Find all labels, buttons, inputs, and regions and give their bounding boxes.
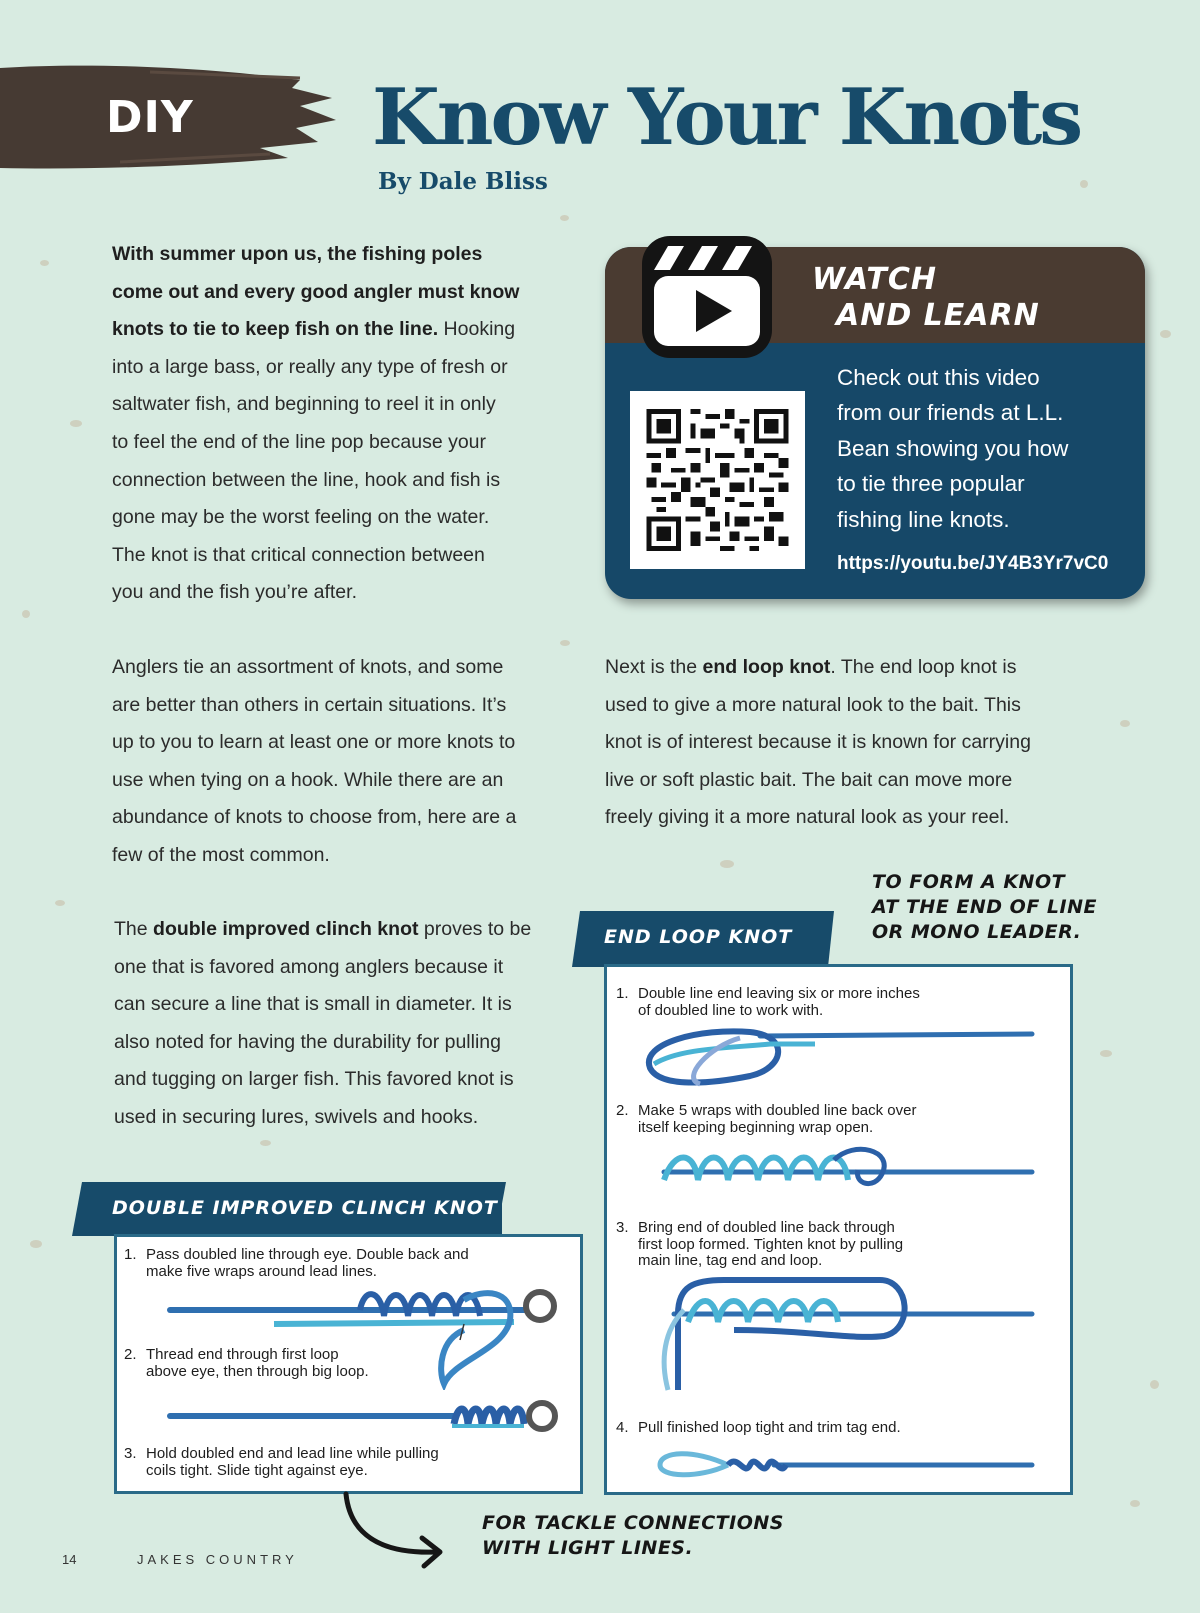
watch-card-title xyxy=(812,262,1040,334)
intro-bold-line: With summer upon us, the fishing poles xyxy=(112,243,483,265)
intro-text: Hooking xyxy=(438,318,516,341)
watch-body-line: fishing line knots. xyxy=(837,506,1010,532)
section-tag: DIY xyxy=(106,92,194,143)
watch-body-line: to tie three popular xyxy=(837,471,1025,497)
video-clapperboard-play-icon xyxy=(638,232,776,362)
step-line: itself keeping beginning wrap open. xyxy=(638,1118,874,1136)
clinch-diagram-2 xyxy=(164,1396,564,1440)
clinch-step-2 xyxy=(124,1347,564,1380)
note-line: AT THE END OF LINE xyxy=(872,896,1097,918)
end-loop-line: knot is of interest because it is known for carrying xyxy=(605,731,1031,754)
step-number: 3. xyxy=(616,1219,629,1236)
end-loop-note xyxy=(872,870,1097,945)
step-line: Make 5 wraps with doubled line back over xyxy=(638,1102,917,1119)
watch-title-line: AND LEARN xyxy=(836,298,1040,333)
intro-line: gone may be the worst feeling on the water. xyxy=(112,506,490,529)
clinch-lead: The xyxy=(114,918,154,940)
intro-line: saltwater fish, and beginning to reel it in only xyxy=(112,393,496,416)
end-loop-step-1 xyxy=(616,986,1056,1019)
anglers-line: abundance of knots to choose from, here are a xyxy=(112,806,517,829)
clinch-line: and tugging on larger fish. This favored knot is xyxy=(114,1068,514,1091)
anglers-paragraph xyxy=(112,649,516,875)
step-number: 4. xyxy=(616,1419,629,1436)
note-line: WITH LIGHT LINES. xyxy=(482,1537,694,1559)
end-loop-paragraph xyxy=(605,649,1031,837)
end-loop-step-3 xyxy=(616,1220,1056,1270)
curved-arrow-icon xyxy=(340,1490,460,1570)
intro-line: The knot is that critical connection between xyxy=(112,543,485,566)
anglers-line: use when tying on a hook. While there are an xyxy=(112,768,504,791)
clinch-lead-tail: proves to be xyxy=(418,918,532,940)
page-title: Know Your Knots xyxy=(372,72,1081,163)
step-line: make five wraps around lead lines. xyxy=(146,1262,377,1280)
note-line: TO FORM A KNOT xyxy=(872,871,1066,893)
end-loop-lead: Next is the xyxy=(605,656,703,678)
magazine-name: JAKES COUNTRY xyxy=(137,1552,298,1567)
step-number: 3. xyxy=(124,1445,137,1462)
watch-body-line: Bean showing you how xyxy=(837,435,1069,461)
intro-paragraph xyxy=(112,236,519,612)
step-line: Thread end through first loop xyxy=(146,1346,339,1363)
step-number: 1. xyxy=(616,985,629,1002)
anglers-line: are better than others in certain situations. It’s xyxy=(112,693,507,716)
note-line: OR MONO LEADER. xyxy=(872,921,1082,943)
intro-line: connection between the line, hook and fish is xyxy=(112,468,501,491)
clinch-line: can secure a line that is small in diameter. It is xyxy=(114,993,512,1016)
step-line: above eye, then through big loop. xyxy=(146,1362,369,1380)
step-line: Bring end of doubled line back through xyxy=(638,1219,895,1236)
end-loop-tab-label: END LOOP KNOT xyxy=(604,911,824,963)
clinch-line: also noted for having the durability for pulling xyxy=(114,1030,501,1053)
page-number: 14 xyxy=(62,1552,77,1567)
end-loop-bold: end loop knot xyxy=(702,656,831,678)
intro-line: into a large bass, or really any type of fresh or xyxy=(112,355,508,378)
step-line: Pass doubled line through eye. Double back and xyxy=(146,1246,469,1263)
intro-line: you and the fish you’re after. xyxy=(112,581,357,604)
end-loop-diagram-4 xyxy=(654,1443,1044,1483)
clinch-step-1 xyxy=(124,1247,564,1280)
step-number: 2. xyxy=(124,1346,137,1363)
end-loop-step-4 xyxy=(616,1420,1056,1437)
byline: By Dale Bliss xyxy=(378,168,548,195)
video-link[interactable]: https://youtu.be/JY4B3Yr7vC0 xyxy=(837,553,1109,574)
clinch-tab-label: DOUBLE IMPROVED CLINCH KNOT xyxy=(112,1182,502,1234)
end-loop-diagram-2 xyxy=(654,1140,1044,1200)
end-loop-line: freely giving it a more natural look as your reel. xyxy=(605,806,1010,829)
watch-body-line: from our friends at L.L. xyxy=(837,400,1064,426)
watch-title-line: WATCH xyxy=(812,262,937,297)
step-line: first loop formed. Tighten knot by pulling xyxy=(638,1235,904,1253)
intro-bold-line: knots to tie to keep fish on the line. xyxy=(112,318,439,341)
clinch-line: used in securing lures, swivels and hooks. xyxy=(114,1105,479,1128)
clinch-step-3 xyxy=(124,1446,564,1479)
clinch-paragraph xyxy=(114,911,531,1137)
intro-bold-line: come out and every good angler must know xyxy=(112,280,520,303)
step-line: coils tight. Slide tight against eye. xyxy=(146,1461,368,1479)
end-loop-line: used to give a more natural look to the bait. This xyxy=(605,693,1021,716)
anglers-line: Anglers tie an assortment of knots, and some xyxy=(112,656,504,678)
step-line: Pull finished loop tight and trim tag end. xyxy=(638,1419,901,1436)
step-line: main line, tag end and loop. xyxy=(638,1252,823,1269)
step-line: Hold doubled end and lead line while pulling xyxy=(146,1445,439,1462)
step-number: 2. xyxy=(616,1102,629,1119)
end-loop-diagram-1 xyxy=(640,1018,1040,1098)
end-loop-step-2 xyxy=(616,1103,1056,1136)
watch-body-line: Check out this video xyxy=(837,365,1040,390)
anglers-line: up to you to learn at least one or more knots to xyxy=(112,731,516,754)
qr-code-icon[interactable] xyxy=(630,391,805,569)
end-loop-line: live or soft plastic bait. The bait can move more xyxy=(605,768,1013,791)
clinch-bold: double improved clinch knot xyxy=(153,918,419,940)
end-loop-lead-tail: . The end loop knot is xyxy=(830,656,1017,678)
step-line: of doubled line to work with. xyxy=(638,1001,824,1019)
clinch-line: one that is favored among anglers because it xyxy=(114,955,504,978)
watch-card-body xyxy=(837,360,1068,537)
end-loop-diagram-3 xyxy=(654,1270,1044,1400)
clinch-note xyxy=(482,1511,784,1561)
step-number: 1. xyxy=(124,1246,137,1263)
anglers-line: few of the most common. xyxy=(112,843,330,866)
step-line: Double line end leaving six or more inches xyxy=(638,985,920,1002)
intro-line: to feel the end of the line pop because your xyxy=(112,430,487,453)
note-line: FOR TACKLE CONNECTIONS xyxy=(482,1512,784,1534)
